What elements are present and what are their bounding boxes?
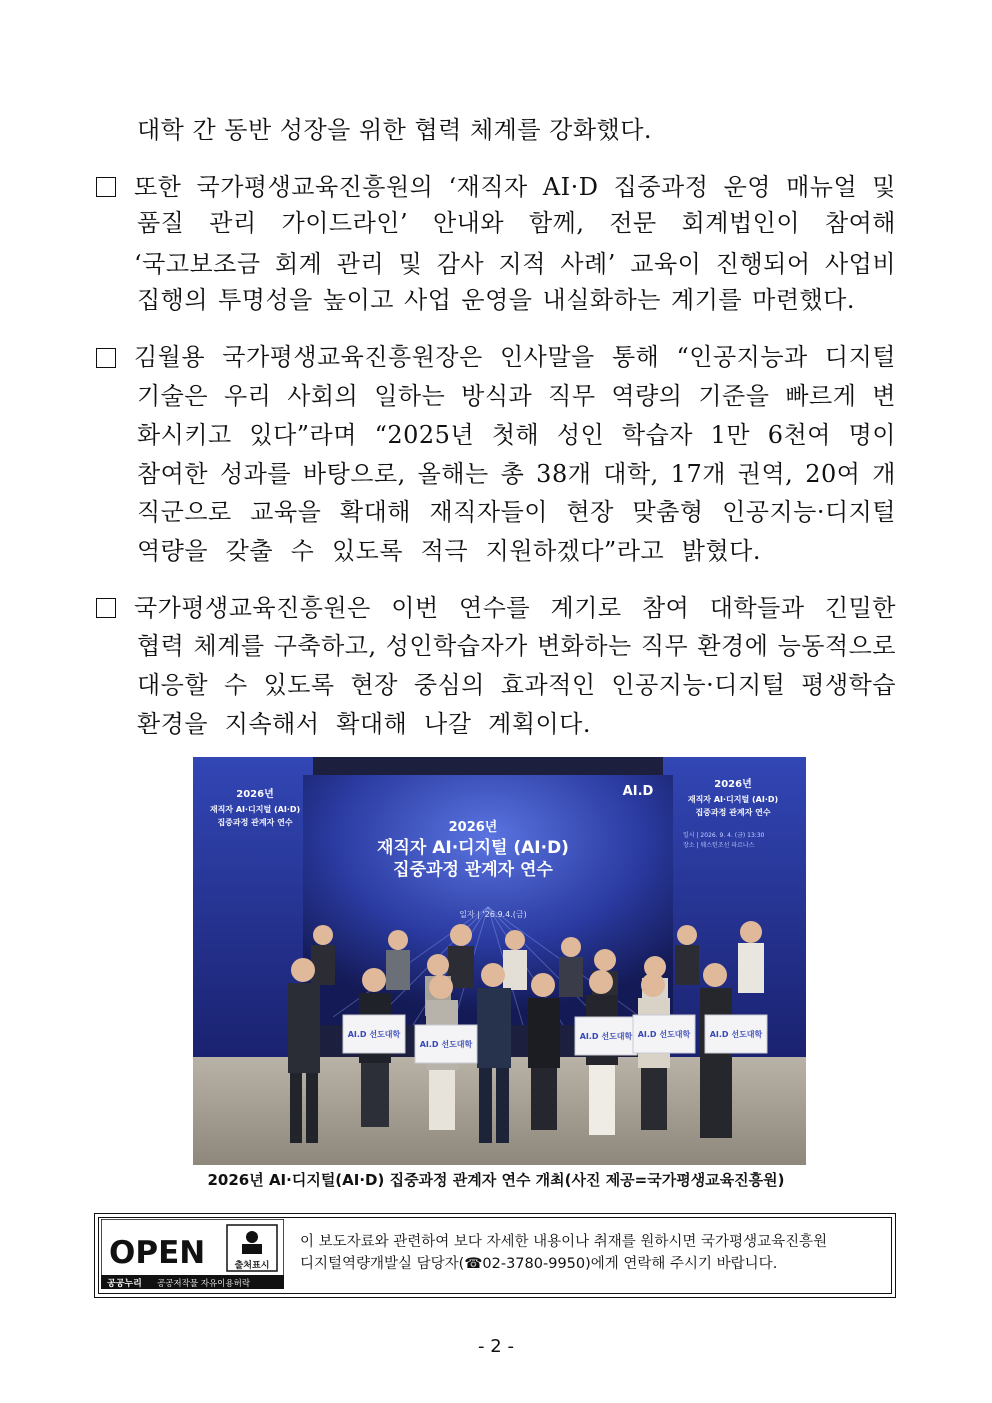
paragraph-line: 기술은 우리 사회의 일하는 방식과 직무 역량의 기준을 빠르게 변 [137,382,896,410]
photo-caption: 2026년 AI·디지털(AI·D) 집중과정 관계자 연수 개최(사진 제공=국가평생교육진흥원) [207,1171,785,1189]
paragraph-line: 환경을 지속해서 확대해 나갈 계획이다. [137,710,591,738]
notice-line-2: 디지털역량개발실 담당자(☎02-3780-9950)에게 연락해 주시기 바랍니다. [300,1256,778,1272]
paragraph-line: 또한 국가평생교육진흥원의 ‘재직자 AI·D 집중과정 운영 매뉴얼 및 [134,173,896,201]
person-icon [246,1231,258,1243]
side-year-left: 2026년 [236,789,274,800]
board-label: AI.D 선도대학 [709,1030,763,1039]
paragraph-line: 국가평생교육진흥원은 이번 연수를 계기로 참여 대학들과 긴밀한 [134,594,896,622]
paragraph-line: 집행의 투명성을 높이고 사업 운영을 내실화하는 계기를 마련했다. [137,286,855,314]
paragraph-line: 직군으로 교육을 확대해 재직자들이 현장 맞춤형 인공지능·디지털 [137,498,896,526]
side-title-1-right: 재직자 AI·디지털 (AI·D) [687,795,779,804]
paragraph-line: 품질 관리 가이드라인’ 안내와 함께, 전문 회계법인이 참여해 [137,209,896,237]
paragraph-line: 대학 간 동반 성장을 위한 협력 체계를 강화했다. [137,116,653,144]
board-label: AI.D 선도대학 [347,1030,401,1039]
notice-line-1: 이 보도자료와 관련하여 보다 자세한 내용이나 취재를 원하시면 국가평생교육진흥원 [300,1234,828,1250]
paragraph-line: 대응할 수 있도록 현장 중심의 효과적인 인공지능·디지털 평생학습 [137,671,896,699]
board-label: AI.D 선도대학 [419,1040,473,1049]
checkbox-bullet [96,177,116,197]
side-title-2-left: 집중과정 관계자 연수 [217,818,293,827]
open-logo-text: OPEN [109,1235,206,1271]
screen-logo: AI.D [622,784,654,799]
kogl-desc: 공공저작물 자유이용허락 [157,1279,251,1289]
paragraph-line: 화시키고 있다”라며 “2025년 첫해 성인 학습자 1만 6천여 명이 [137,421,896,449]
side-date: 일시 | 2026. 9. 4. (금) 13:30 [683,832,765,839]
screen-date: 일자 | '26.9.4.(금) [459,910,527,919]
screen-title-2: 집중과정 관계자 연수 [393,860,553,880]
event-photo [193,757,806,1165]
side-place: 장소 | 웨스턴조선 파르나스 [683,842,755,849]
paragraph-line: 역량을 갖출 수 있도록 적극 지원하겠다”라고 밝혔다. [137,537,761,565]
kogl-notice-box [94,1213,896,1298]
checkbox-bullet [96,348,116,368]
screen-year: 2026년 [448,820,498,835]
side-title-1-left: 재직자 AI·디지털 (AI·D) [209,805,301,814]
board-label: AI.D 선도대학 [579,1032,633,1041]
paragraph-line: 참여한 성과를 바탕으로, 올해는 총 38개 대학, 17개 권역, 20여 개 [137,460,896,488]
kogl-logo [101,1219,284,1289]
paragraph-line: 협력 체계를 구축하고, 성인학습자가 변화하는 직무 환경에 능동적으로 [137,632,896,660]
kogl-name: 공공누리 [107,1279,142,1289]
screen-title-1: 재직자 AI·디지털 (AI·D) [377,838,569,858]
notice-text [300,1231,827,1275]
checkbox-bullet [96,598,116,618]
page-number: - 2 - [478,1336,514,1357]
paragraph-line: ‘국고보조금 회계 관리 및 감사 지적 사례’ 교육이 진행되어 사업비 [134,250,896,278]
side-title-2-right: 집중과정 관계자 연수 [695,808,771,817]
badge-label: 출처표시 [234,1261,270,1271]
paragraph-line: 김월용 국가평생교육진흥원장은 인사말을 통해 “인공지능과 디지털 [134,343,896,371]
board-label: AI.D 선도대학 [637,1030,691,1039]
side-year-right: 2026년 [714,779,752,790]
